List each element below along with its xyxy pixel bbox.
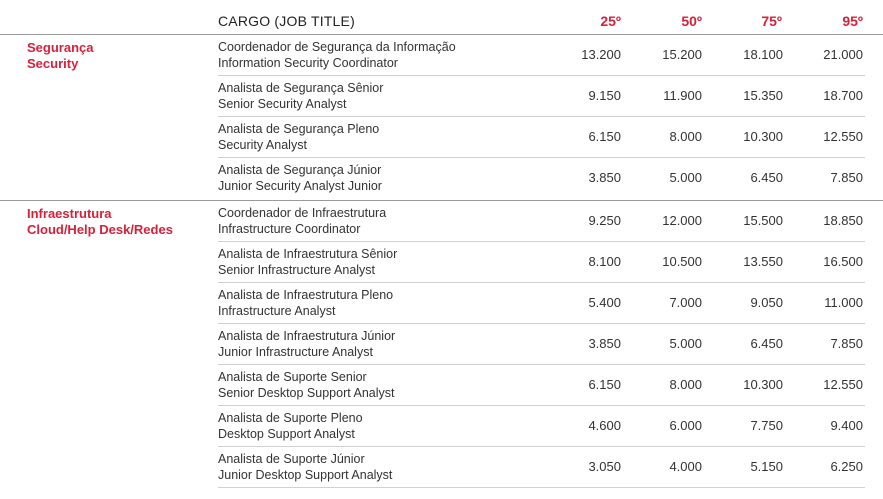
- section-label-infrastructure: [27, 206, 173, 238]
- table-row: [218, 76, 883, 117]
- salary-p25: 9.250: [588, 213, 621, 228]
- salary-p75: 18.100: [743, 47, 783, 62]
- salary-p25: 6.150: [588, 377, 621, 392]
- salary-p25: 5.400: [588, 295, 621, 310]
- section-label-line2: Cloud/Help Desk/Redes: [27, 222, 173, 237]
- salary-p95: 21.000: [823, 47, 863, 62]
- salary-p50: 7.000: [669, 295, 702, 310]
- salary-p95: 6.250: [830, 459, 863, 474]
- column-header-p25: 25º: [600, 13, 621, 29]
- salary-p95: 18.850: [823, 213, 863, 228]
- row-divider: [218, 487, 865, 488]
- salary-p75: 15.500: [743, 213, 783, 228]
- salary-p75: 13.550: [743, 254, 783, 269]
- section-label-line1: Segurança: [27, 40, 94, 55]
- job-title-pt: Analista de Segurança Sênior: [218, 81, 384, 95]
- job-title-en: Security Analyst: [218, 138, 307, 152]
- table-row: [218, 447, 883, 488]
- job-title-pt: Analista de Infraestrutura Sênior: [218, 247, 398, 261]
- job-title-pt: Analista de Suporte Pleno: [218, 411, 363, 425]
- column-header-job-title: CARGO (JOB TITLE): [218, 13, 355, 29]
- job-title-pt: Analista de Segurança Júnior: [218, 163, 382, 177]
- column-header-p95: 95º: [842, 13, 863, 29]
- salary-p75: 10.300: [743, 129, 783, 144]
- job-title-en: Information Security Coordinator: [218, 56, 398, 70]
- salary-p95: 16.500: [823, 254, 863, 269]
- salary-p75: 6.450: [750, 170, 783, 185]
- job-title-en: Senior Infrastructure Analyst: [218, 263, 376, 277]
- section-infrastructure: [0, 200, 883, 496]
- salary-p95: 18.700: [823, 88, 863, 103]
- salary-p75: 5.150: [750, 459, 783, 474]
- job-title-en: Junior Desktop Support Analyst: [218, 468, 393, 482]
- job-title-pt: Analista de Infraestrutura Júnior: [218, 329, 396, 343]
- salary-p75: 15.350: [743, 88, 783, 103]
- salary-p25: 3.850: [588, 170, 621, 185]
- salary-p95: 11.000: [824, 295, 863, 310]
- table-row: [218, 117, 883, 158]
- salary-p75: 10.300: [743, 377, 783, 392]
- salary-p25: 13.200: [581, 47, 621, 62]
- salary-p95: 7.850: [830, 170, 863, 185]
- salary-p50: 11.900: [663, 88, 702, 103]
- job-title-pt: Analista de Suporte Júnior: [218, 452, 365, 466]
- table-row: [218, 365, 883, 406]
- salary-p95: 12.550: [823, 377, 863, 392]
- salary-p50: 15.200: [662, 47, 702, 62]
- salary-p25: 4.600: [588, 418, 621, 433]
- column-header-p75: 75º: [761, 13, 782, 29]
- salary-p95: 12.550: [823, 129, 863, 144]
- salary-p25: 3.850: [588, 336, 621, 351]
- table-row: [218, 324, 883, 365]
- salary-p50: 8.000: [669, 377, 702, 392]
- table-row: [218, 406, 883, 447]
- job-title-pt: Coordenador de Infraestrutura: [218, 206, 387, 220]
- job-title-en: Senior Security Analyst: [218, 97, 347, 111]
- salary-p95: 7.850: [830, 336, 863, 351]
- column-header-p50: 50º: [681, 13, 702, 29]
- job-title-en: Infrastructure Analyst: [218, 304, 336, 318]
- job-title-en: Infrastructure Coordinator: [218, 222, 361, 236]
- job-title-pt: Analista de Segurança Pleno: [218, 122, 380, 136]
- salary-p25: 3.050: [588, 459, 621, 474]
- job-title-en: Senior Desktop Support Analyst: [218, 386, 395, 400]
- job-title-en: Junior Security Analyst Junior: [218, 179, 382, 193]
- salary-p50: 10.500: [662, 254, 702, 269]
- job-title-pt: Analista de Infraestrutura Pleno: [218, 288, 394, 302]
- job-title-pt: Coordenador de Segurança da Informação: [218, 40, 456, 54]
- salary-p75: 9.050: [750, 295, 783, 310]
- section-label-security: [27, 40, 93, 72]
- table-row: [218, 201, 883, 242]
- section-security: [0, 34, 883, 200]
- section-label-line1: Infraestrutura: [27, 206, 112, 221]
- salary-p50: 4.000: [669, 459, 702, 474]
- section-label-line2: Security: [27, 56, 79, 71]
- salary-p75: 6.450: [750, 336, 783, 351]
- salary-p50: 5.000: [669, 336, 702, 351]
- salary-p50: 8.000: [669, 129, 702, 144]
- salary-p50: 6.000: [669, 418, 702, 433]
- job-title-en: Junior Infrastructure Analyst: [218, 345, 373, 359]
- salary-p95: 9.400: [830, 418, 863, 433]
- salary-p25: 6.150: [588, 129, 621, 144]
- salary-p50: 5.000: [669, 170, 702, 185]
- salary-p25: 9.150: [588, 88, 621, 103]
- salary-p75: 7.750: [750, 418, 783, 433]
- table-row: [218, 242, 883, 283]
- job-title-pt: Analista de Suporte Senior: [218, 370, 367, 384]
- salary-p25: 8.100: [588, 254, 621, 269]
- table-row: [218, 158, 883, 199]
- job-title-en: Desktop Support Analyst: [218, 427, 355, 441]
- table-row: [218, 283, 883, 324]
- table-row: [218, 35, 883, 76]
- salary-p50: 12.000: [662, 213, 702, 228]
